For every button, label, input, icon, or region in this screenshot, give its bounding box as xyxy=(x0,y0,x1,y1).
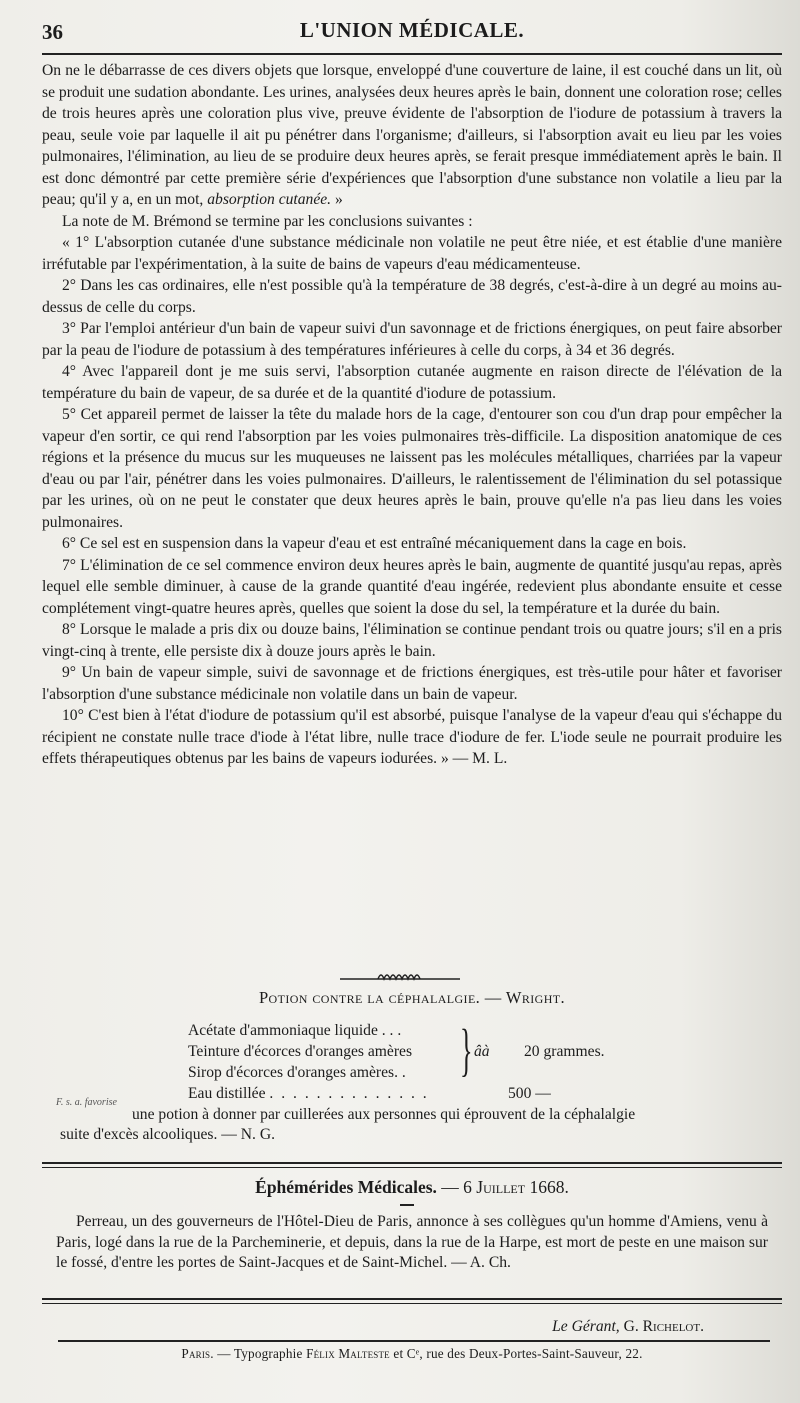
margin-annotation: F. s. a. favorise xyxy=(56,1097,117,1108)
leader-dots: . . . . . . . . . . . . . . xyxy=(269,1085,429,1102)
brace-icon: } xyxy=(460,1017,473,1082)
ingredient-line: Teinture d'écorces d'oranges amères xyxy=(188,1043,413,1060)
conclusion-10: 10° C'est bien à l'état d'iodure de potassium qu'il est absorbé, puisque l'analyse de la vapeur d'eau qui s'échappe du récipient ne constate nulle trace d'iode à l'état libre, nulle trace d'iodure de fer. L'iode seule ne pourrait produire les effets thérapeutiques obtenus par les bains de vapeurs iodurées. » — M. L. xyxy=(42,707,782,767)
header-rule xyxy=(42,53,782,55)
italic-term: absorption cutanée. xyxy=(207,191,332,208)
recipe-instructions: une potion à donner par cuillerées aux personnes qui éprouvent de la céphalalgie suite d'excès alcooliques. — N. G. xyxy=(60,1106,636,1143)
page-number: 36 xyxy=(42,20,63,44)
dose-amount: 20 grammes. xyxy=(524,1043,605,1060)
paragraph: La note de M. Brémond se termine par les conclusions suivantes : xyxy=(62,212,473,230)
article-body xyxy=(42,60,782,770)
conclusion-1: « 1° L'absorption cutanée d'une substance médicinale non volatile ne peut être niée, et est établie d'une manière irréfutable par l'expérimentation, à la suite de bains de vapeurs d'eau médicamenteuse. xyxy=(42,234,782,273)
conclusion-6: 6° Ce sel est en suspension dans la vapeur d'eau et est entraîné mécaniquement dans la cage en bois. xyxy=(62,535,687,552)
page-header xyxy=(42,18,782,52)
conclusion-2: 2° Dans les cas ordinaires, elle n'est possible qu'à la température de 38 degrés, c'est-à-dire à un degré au moins au-dessus de celle du corps. xyxy=(42,277,782,316)
section-rule xyxy=(42,1162,782,1164)
ephemerides-title: Éphémérides Médicales. — 6 Juillet 1668. xyxy=(255,1177,569,1197)
wave-ornament-icon xyxy=(340,968,460,982)
footer-rule xyxy=(42,1303,782,1304)
footer-rule xyxy=(42,1298,782,1300)
ephemerides-text: Perreau, un des gouverneurs de l'Hôtel-Dieu de Paris, annonce à ses collègues qu'un homme d'Amiens, venu à Paris, logé dans la rue de la Parcheminerie, et depuis, dans la rue de la Harpe, est mort de peste en une maison sur le fossé, d'entre les portes de Saint-Jacques et de Saint-Michel. — A. Ch. xyxy=(56,1213,768,1271)
gerant-signature: Le Gérant, G. Richelot. xyxy=(552,1318,704,1335)
conclusion-4: 4° Avec l'appareil dont je me suis servi, l'absorption cutanée augmente en raison directe de l'élévation de la température du bain de vapeur, de sa durée et de la quantité d'iodure de potassium. xyxy=(42,363,782,402)
dose-note: âà xyxy=(474,1043,490,1060)
author-signature: — M. L. xyxy=(448,750,508,767)
printer-imprint: Paris. — Typographie Félix Malteste et Cᵉ, rue des Deux-Portes-Saint-Sauveur, 22. xyxy=(181,1346,643,1361)
conclusion-9: 9° Un bain de vapeur simple, suivi de savonnage et de frictions énergiques, est très-utile pour hâter et favoriser l'absorption d'une substance médicinale non volatile dans un bain de vapeur. xyxy=(42,664,782,703)
water-line xyxy=(188,1083,608,1104)
title-dash xyxy=(400,1204,414,1206)
conclusion-8: 8° Lorsque le malade a pris dix ou douze bains, l'élimination se continue pendant trois ou quatre jours; s'il en a pris vingt-cinq à trente, elle persiste dix à douze jours après le bain. xyxy=(42,621,782,660)
recipe-title: Potion contre la céphalalgie. — Wright. xyxy=(258,988,566,1007)
imprint-rule xyxy=(58,1340,770,1342)
conclusion-5: 5° Cet appareil permet de laisser la tête du malade hors de la cage, d'entourer son cou d'un drap pour empêcher la vapeur d'en sortir, ce qui rend l'absorption par les voies pulmonaires très-difficile. La disposition anatomique de ces régions et la présence du mucus sur les muqueuses ne laissent pas les molécules métalliques, charriées par la vapeur d'eau ou par l'air, pénétrer dans les voies pulmonaires. D'ailleurs, le ralentissement de l'élimination du sel potassique par les urines, où on ne peut le constater que deux heures après le bain, prouve qu'elle n'a pas lieu dans les voies pulmonaires. xyxy=(42,406,782,531)
paragraph: On ne le débarrasse de ces divers objets que lorsque, enveloppé d'une couverture de laine, il est couché dans un lit, où se produit une sudation abondante. Les urines, analysées deux heures après le bain, donnent une coloration rose; celles de trois heures après une coloration plus vive, preuve évidente de l'absorption de l'iodure de potassium à travers la peau, seule voie par laquelle il ait pu pénétrer dans l'organisme; d'ailleurs, si l'absorption avait eu lieu par les voies pulmonaires, l'élimination, au lieu de se produire deux heures après, se ferait presque immédiatement après le bain. Il est donc démontré par cette première série d'expériences que l'absorption d'une substance non volatile a lieu par la peau; qu'il y a, en un mot, absorption cutanée. » xyxy=(42,62,782,208)
ingredient-line: Sirop d'écorces d'oranges amères. . xyxy=(188,1064,406,1081)
water-label: Eau distillée xyxy=(188,1085,266,1102)
conclusion-3: 3° Par l'emploi antérieur d'un bain de vapeur suivi d'un savonnage et de frictions énergiques, on peut faire absorber par la peau de l'iodure de potassium à des températures inférieures à celle du corps, à 34 et 36 degrés. xyxy=(42,320,782,359)
ingredient-line: Acétate d'ammoniaque liquide . . . xyxy=(188,1022,402,1039)
water-amount: 500 — xyxy=(508,1085,551,1102)
running-head: L'UNION MÉDICALE. xyxy=(299,18,525,42)
conclusion-7: 7° L'élimination de ce sel commence environ deux heures après le bain, augmente de quantité jusqu'au repas, après lequel elle semble diminuer, à cause de la grande quantité d'eau ingérée, redevient plus abondante ensuite et cesse complétement vingt-quatre heures après, quelles que soient la dose du sel, la température et la durée du bain. xyxy=(42,556,782,617)
recipe-ingredients xyxy=(188,1017,608,1104)
section-rule xyxy=(42,1167,782,1168)
